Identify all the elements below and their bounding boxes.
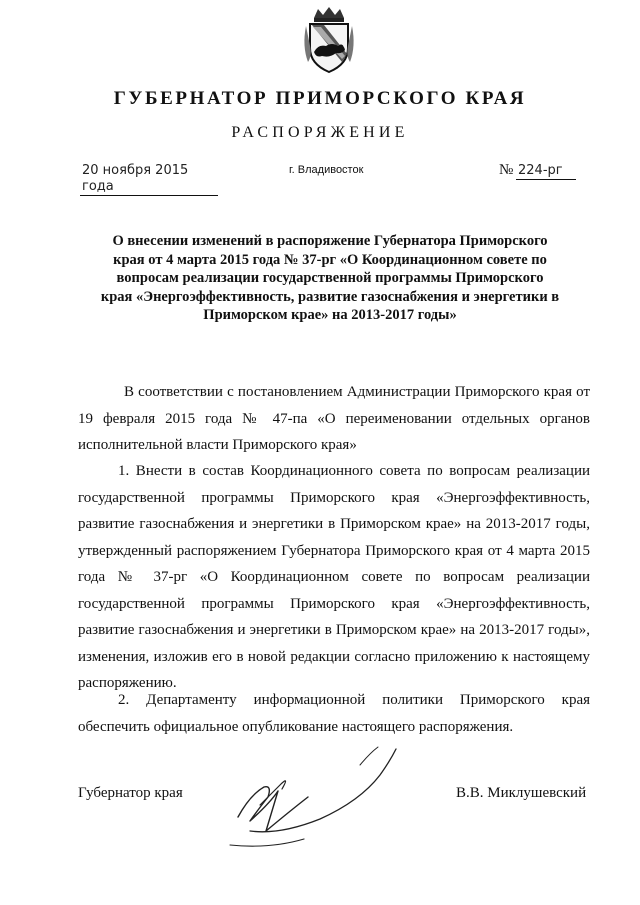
paragraph-text: 2. Департаменту информационной политики Приморского края обеспечить официальное опубликование настоящего распоряжения.: [78, 692, 590, 735]
signatory-name: В.В. Миклушевский: [456, 785, 587, 801]
document-type: РАСПОРЯЖЕНИЕ: [231, 124, 409, 141]
coat-of-arms-icon: [300, 6, 358, 74]
body-paragraph: [78, 687, 590, 740]
authority-title: ГУБЕРНАТОР ПРИМОРСКОГО КРАЯ: [113, 88, 527, 109]
paragraph-text: 1. Внести в состав Координационного совета по вопросам реализации государственной программы Приморского края «Энергоэффективность, развитие газоснабжения и энергетики в Приморском крае» на 2013-2017 годы, утвержденный распоряжением Губернатора Приморского края от 4 марта 2015 года № 37-рг «О Координационном совете по вопросам реализации государственной программы Приморского края «Энергоэффективность, развитие газоснабжения и энергетики в Приморском крае» на 2013-2017 годы», изменения, изложив его в новой редакции согласно приложению к настоящему распоряжению.: [78, 463, 590, 691]
signature-icon: [220, 745, 420, 855]
body-paragraph: [78, 458, 590, 697]
document-number: 224-рг: [516, 163, 576, 180]
number-label: №: [499, 162, 514, 178]
document-subject: О внесении изменений в распоряжение Губернатора Приморского края от 4 марта 2015 года № 37-рг «О Координационном совете по вопросам реализации государственной программы Приморского края «Энергоэффективность, развитие газоснабжения и энергетики в Приморском крае» на 2013-2017 годы»: [100, 233, 560, 323]
document-city: г. Владивосток: [289, 164, 364, 176]
document-date: 20 ноября 2015 года: [80, 163, 218, 196]
body-paragraph: [78, 379, 590, 459]
paragraph-text: В соответствии с постановлением Администрации Приморского края от 19 февраля 2015 года № 47-па «О переименовании отдельных органов исполнительной власти Приморского края»: [78, 384, 590, 453]
signatory-role: Губернатор края: [78, 785, 183, 801]
